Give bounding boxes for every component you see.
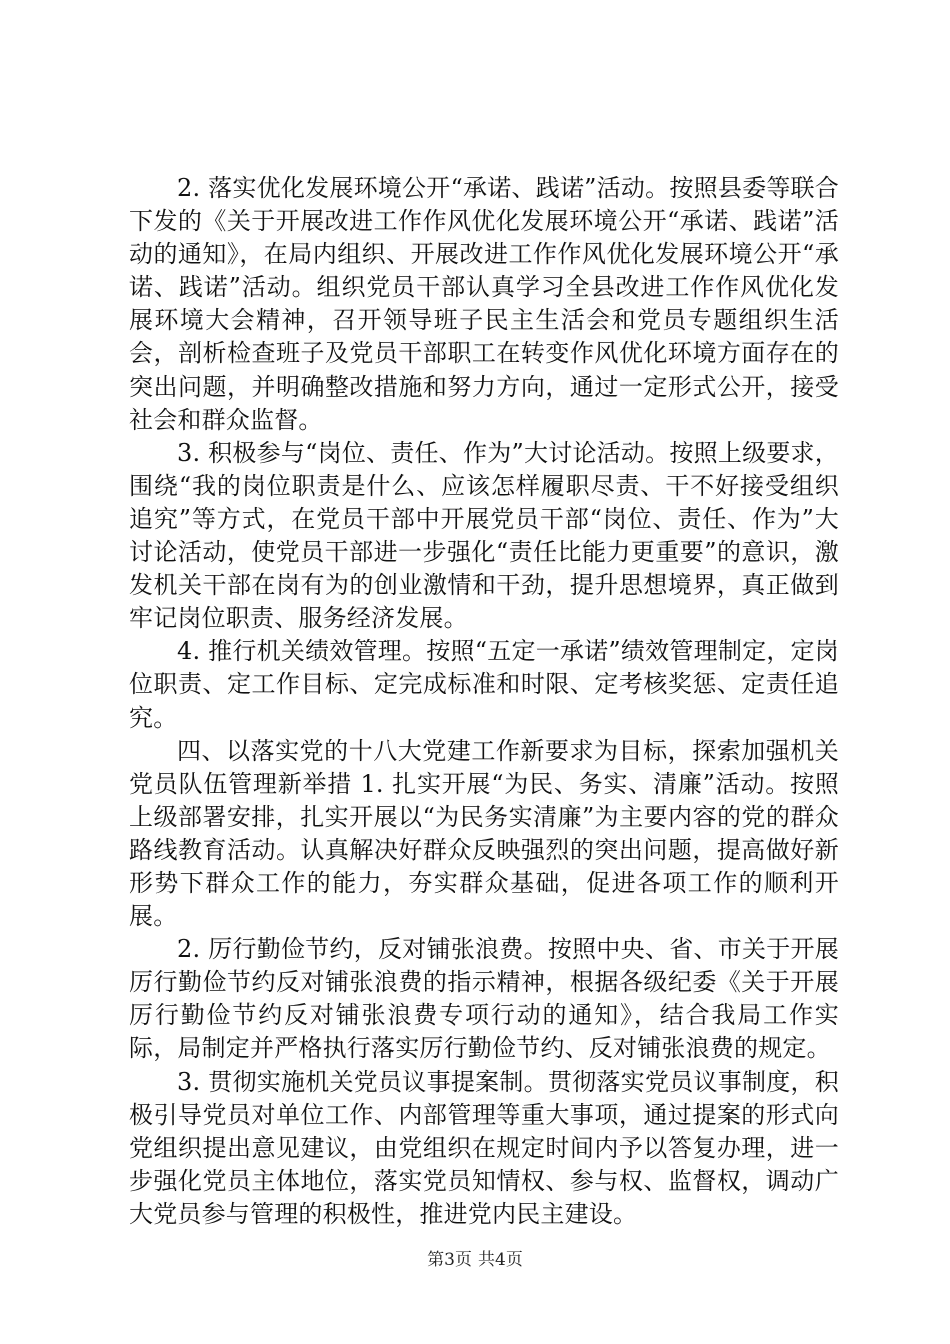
paragraph-4: 四、以落实党的十八大党建工作新要求为目标，探索加强机关党员队伍管理新举措 1. 扎实开展“为民、务实、清廉”活动。按照上级部署安排，扎实开展以“为民务实清廉”为主要内容的党的群众路线教育活动。认真解决好群众反映强烈的突出问题，提高做好新形势下群众工作的能力，夯实群众基础，促进各项工作的顺利开展。 [129, 736, 839, 931]
page-number: 第3页 [427, 1250, 472, 1270]
document-body [129, 172, 839, 1231]
paragraph-6: 3. 贯彻实施机关党员议事提案制。贯彻落实党员议事制度，积极引导党员对单位工作、内部管理等重大事项，通过提案的形式向党组织提出意见建议，由党组织在规定时间内予以答复办理，进一步强化党员主体地位，落实党员知情权、参与权、监督权，调动广大党员参与管理的积极性，推进党内民主建设。 [129, 1067, 839, 1228]
page-total: 共4页 [478, 1250, 523, 1270]
paragraph-5: 2. 厉行勤俭节约，反对铺张浪费。按照中央、省、市关于开展厉行勤俭节约反对铺张浪费的指示精神，根据各级纪委《关于开展厉行勤俭节约反对铺张浪费专项行动的通知》，结合我局工作实际，局制定并严格执行落实厉行勤俭节约、反对铺张浪费的规定。 [129, 935, 839, 1063]
paragraph-2: 3. 积极参与“岗位、责任、作为”大讨论活动。按照上级要求，围绕“我的岗位职责是什么、应该怎样履职尽责、干不好接受组织追究”等方式，在党员干部中开展党员干部“岗位、责任、作为”大讨论活动，使党员干部进一步强化“责任比能力更重要”的意识，激发机关干部在岗有为的创业激情和干劲，提升思想境界，真正做到牢记岗位职责、服务经济发展。 [129, 438, 839, 633]
paragraph-3: 4. 推行机关绩效管理。按照“五定一承诺”绩效管理制定，定岗位职责、定工作目标、定完成标准和时限、定考核奖惩、定责任追究。 [129, 637, 839, 732]
page-footer [0, 1245, 950, 1270]
paragraph-1: 2. 落实优化发展环境公开“承诺、践诺”活动。按照县委等联合下发的《关于开展改进工作作风优化发展环境公开“承诺、践诺”活动的通知》，在局内组织、开展改进工作作风优化发展环境公开“承诺、践诺”活动。组织党员干部认真学习全县改进工作作风优化发展环境大会精神，召开领导班子民主生活会和党员专题组织生活会，剖析检查班子及党员干部职工在转变作风优化环境方面存在的突出问题，并明确整改措施和努力方向，通过一定形式公开，接受社会和群众监督。 [129, 174, 839, 434]
